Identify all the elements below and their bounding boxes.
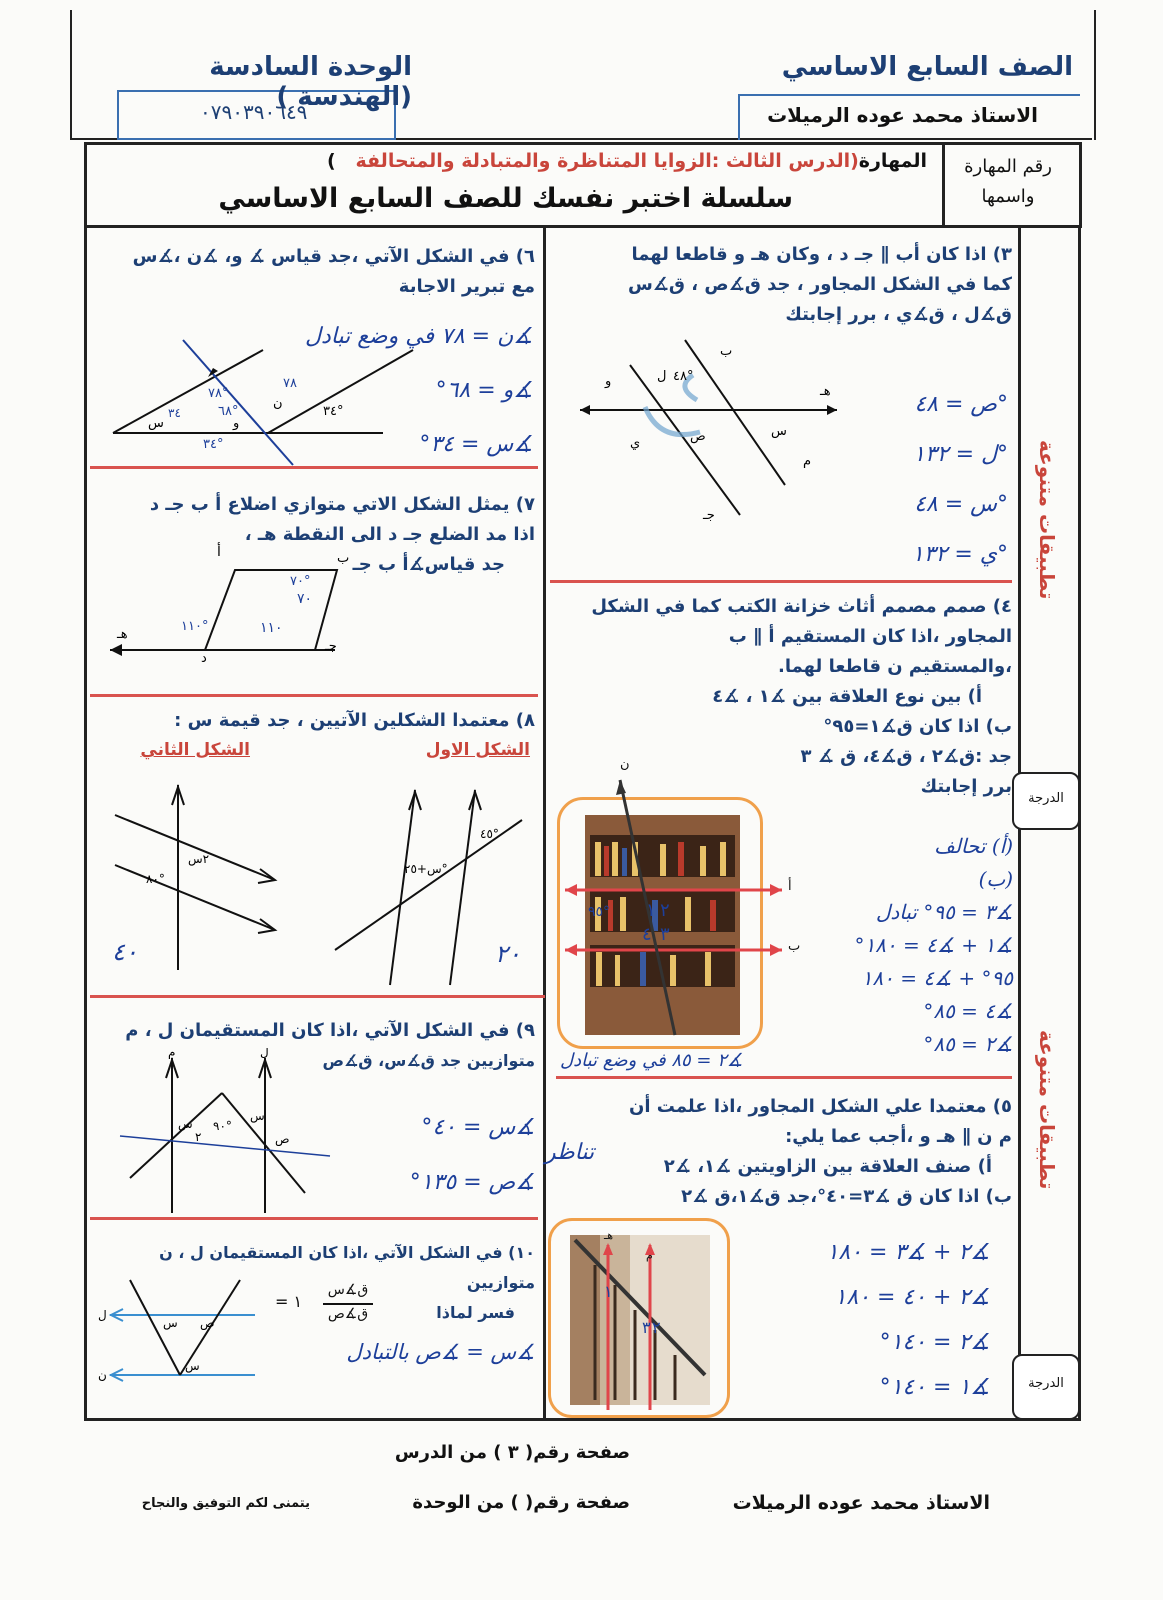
q4-part-c: جد :ق∡٢ ، ق∡٤، ق ∡ ٣ [800, 746, 1012, 767]
skill-suffix: ) [326, 150, 336, 172]
q3-line-1: ٣) اذا كان أب ∥ جـ د ، وكان هـ و قاطعا لهما [631, 244, 1012, 265]
svg-text:٤: ٤ [642, 924, 652, 945]
svg-text:ص: ص [690, 429, 706, 444]
svg-text:هـ: هـ [820, 384, 831, 399]
q5-answer-3: ∡٢ = ١٤٠° [879, 1330, 990, 1355]
q3-line-3: ق∡ل ، ق∡ي ، برر إجابتك [785, 304, 1012, 325]
footer-page-unit: صفحة رقم( ) من الوحدة [412, 1492, 630, 1513]
q6-answer-3: ∡س = ٣٤° [419, 432, 533, 457]
svg-text:ب: ب [788, 939, 800, 954]
q9-line-2: متوازيين جد ق∡س، ق∡ص [322, 1051, 535, 1070]
q9-answer-1: ∡س = ٤٠° [421, 1115, 535, 1140]
skill-number-label [946, 152, 1070, 212]
q7-line-3: جد قياس∡أ ب جـ [352, 554, 505, 575]
q6-answer-1: ∡ن = ٧٨ في وضع تبادل [304, 324, 533, 349]
svg-text:د: د [201, 651, 207, 665]
svg-text:س+٢٥°: س+٢٥° [404, 862, 448, 876]
phone-number: ٠٧٩٠٣٩٠٦٤٩ [200, 100, 308, 124]
q7-line-1: ٧) يمثل الشكل الاتي متوازي اضلاع أ ب جـ د [149, 494, 535, 515]
svg-text:٧٨: ٧٨ [283, 376, 297, 391]
svg-text:٢: ٢ [652, 1318, 661, 1337]
svg-text:و: و [233, 416, 240, 431]
q3-answer-2: ل = ١٣٢° [913, 442, 1008, 467]
svg-text:٩٠°: ٩٠° [213, 1119, 232, 1133]
svg-text:٢: ٢ [660, 900, 670, 921]
skill-number-label-1: رقم المهارة [964, 156, 1052, 177]
svg-text:١: ١ [646, 900, 656, 921]
svg-text:١١٠°: ١١٠° [181, 619, 209, 634]
svg-text:٧٠°: ٧٠° [290, 574, 311, 589]
q3-answer-4: ي = ١٣٢° [911, 542, 1008, 567]
svg-text:م: م [803, 454, 812, 469]
q10-line-2: فسر لماذا [436, 1303, 515, 1322]
q10-answer: ∡س = ∡ص بالتبادل [346, 1340, 535, 1364]
q6-answers [235, 310, 533, 472]
main-left-border [84, 228, 87, 1420]
svg-text:و: و [605, 374, 612, 389]
q7-figure [105, 540, 355, 665]
q5-answer-a: تناظر [545, 1140, 595, 1165]
main-bottom-border [84, 1418, 1081, 1421]
svg-text:م: م [646, 1249, 653, 1262]
q5-answers [740, 1230, 990, 1410]
q4-divider [556, 1076, 1012, 1079]
svg-text:ب: ب [720, 344, 733, 359]
svg-text:٩٥°: ٩٥° [588, 904, 611, 920]
svg-text:ل: ل [657, 369, 667, 384]
svg-text:٢س: ٢س [188, 852, 210, 866]
q3-text [560, 240, 1012, 330]
svg-text:س: س [163, 1316, 178, 1330]
q5-answer-4: ∡١ = ١٤٠° [879, 1375, 990, 1400]
q4-part-b: ب) اذا كان ق∡١=٩٥° [823, 716, 1012, 737]
sidebar-label-top: تطبيقات متنوعة [1035, 440, 1059, 600]
footer-wish: يتمنى لكم التوفيق والنجاح [141, 1496, 310, 1511]
series-title: سلسلة اختبر نفسك للصف السابع الاساسي [218, 183, 793, 214]
svg-text:هـ: هـ [604, 1229, 614, 1242]
svg-text:ص: ص [200, 1316, 215, 1330]
q8-answer-2: ٤٠ [112, 938, 138, 966]
grade-label-top: الدرجة [1028, 791, 1064, 806]
q4-line-3: ،والمستقيم ن قاطعا لهما. [778, 656, 1012, 677]
svg-text:س: س [185, 1359, 200, 1373]
q4-part-a: أ) بين نوع العلاقة بين ∡١ ، ∡٤ [712, 686, 982, 707]
svg-text:س: س [178, 1117, 193, 1131]
q8-answer-1: ٢٠ [495, 940, 521, 968]
q9-answer-2: ∡ص = ١٣٥° [409, 1170, 535, 1195]
svg-text:١١٠: ١١٠ [260, 620, 283, 636]
svg-text:هـ: هـ [117, 627, 128, 642]
q3-answer-1: ص = ٤٨° [914, 392, 1008, 417]
skill-name: (الدرس الثالث :الزوايا المتناظرة والمتبادلة والمتحالفة [355, 150, 859, 172]
q5-text [560, 1092, 1012, 1212]
q8-text: ٨) معتمدا الشكلين الآتيين ، جد قيمة س : [174, 710, 535, 731]
q7-divider [90, 694, 538, 697]
grade-label-bottom: الدرجة [1028, 1376, 1064, 1391]
svg-text:ي: ي [630, 436, 641, 451]
svg-text:جـ: جـ [703, 508, 715, 523]
q4-note: ∡٢ = ٨٥ في وضع تبادل [560, 1050, 744, 1071]
q5-part-a: أ) صنف العلاقة بين الزاويتين ∡١، ∡٢ [663, 1156, 992, 1177]
q9-divider [90, 1217, 538, 1220]
svg-text:٨٠°: ٨٠° [146, 872, 165, 886]
footer-page-lesson: صفحة رقم( ٣ ) من الدرس [394, 1442, 630, 1463]
q3-answers [858, 380, 1008, 580]
skill-number-divider [942, 142, 945, 228]
svg-text:جـ: جـ [325, 639, 337, 654]
svg-text:أ: أ [217, 544, 221, 560]
unit-title: الوحدة السادسة (الهندسة ) [209, 52, 412, 112]
q4-answer-3: ∡٣ = ٩٥° تبادل [875, 900, 1013, 924]
q9-line-1: ٩) في الشكل الآتي ،اذا كان المستقيمان ل ، م [125, 1020, 535, 1041]
svg-text:ن: ن [98, 1368, 107, 1382]
q9-figure [110, 1048, 340, 1218]
svg-text:٦٨°: ٦٨° [218, 404, 239, 419]
q5-answer-2: ∡٢ + ٤٠ = ١٨٠ [834, 1285, 990, 1310]
q3-divider [550, 580, 1012, 583]
stairs-figure [560, 1225, 720, 1415]
svg-text:٣٤: ٣٤ [168, 406, 181, 420]
footer-teacher: الاستاذ محمد عوده الرميلات [732, 1492, 990, 1514]
q4-answers [768, 830, 1013, 1061]
svg-text:س: س [771, 424, 787, 439]
q4-line-1: ٤) صمم مصمم أثاث خزانة الكتب كما في الشكل [591, 596, 1012, 617]
svg-text:ل: ل [98, 1308, 107, 1322]
svg-text:٣٤°: ٣٤° [323, 404, 344, 419]
q7-line-2: اذا مد الضلع جـ د الى النقطة هـ ، [244, 524, 535, 545]
q10-figure [95, 1275, 270, 1395]
q6-divider [90, 466, 538, 469]
q8-fig1-title: الشكل الاول [425, 740, 530, 760]
q6-answer-2: ∡و = ٦٨° [435, 378, 533, 403]
skill-number-label-2: واسمها [981, 186, 1035, 207]
grade-box-top [1012, 772, 1080, 830]
skill-prefix: المهارة [858, 150, 927, 172]
q5-line-1: ٥) معتمدا علي الشكل المجاور ،اذا علمت أن [628, 1096, 1012, 1117]
q4-answer-4: ∡١ + ∡٤ = ١٨٠° [854, 933, 1013, 957]
q6-text [95, 242, 535, 302]
svg-text:٧٨°: ٧٨° [208, 386, 229, 401]
svg-text:أ: أ [788, 879, 792, 894]
svg-text:٣: ٣ [642, 1318, 651, 1337]
skill-line [327, 150, 927, 172]
q4-answer-2: (ب) [978, 867, 1013, 891]
grade-title: الصف السابع الاساسي [781, 52, 1073, 82]
svg-text:٣٤°: ٣٤° [203, 437, 224, 452]
q4-answer-1: (أ) تحالف [934, 834, 1013, 858]
q9-answers [350, 1100, 535, 1210]
sidebar-label-bottom: تطبيقات متنوعة [1035, 1030, 1059, 1190]
svg-text:ص: ص [275, 1132, 290, 1146]
q4-answer-7: ∡٢ = ٨٥° [923, 1032, 1013, 1056]
q4-part-d: برر إجابتك [920, 776, 1012, 797]
svg-text:١: ١ [604, 1282, 613, 1301]
svg-text:٣: ٣ [660, 924, 670, 945]
q10-ratio-value: = ١ [275, 1292, 303, 1311]
bookshelf-figure [560, 750, 800, 1050]
svg-text:ب: ب [337, 551, 350, 566]
svg-text:س: س [148, 416, 164, 431]
q10-ratio-bar [323, 1303, 373, 1305]
q4-answer-6: ∡٤ = ٨٥° [923, 999, 1013, 1023]
svg-text:م: م [168, 1048, 176, 1059]
q3-line-2: كما في الشكل المجاور ، جد ق∡ص ، ق∡س [627, 274, 1012, 295]
svg-text:ل: ل [260, 1048, 269, 1059]
q10-line-1: ١٠) في الشكل الآتي ،اذا كان المستقيمان ل ، ن متوازيين [159, 1243, 535, 1292]
svg-text:ن: ن [273, 396, 283, 411]
q6-line-2: مع تبرير الاجابة [398, 276, 535, 297]
svg-text:٧٠: ٧٠ [297, 591, 313, 607]
q10-ratio-denominator: ق∡ص [327, 1306, 369, 1322]
svg-text:٤٥°: ٤٥° [480, 827, 499, 841]
q3-answer-3: س = ٤٨° [914, 492, 1008, 517]
grade-box-bottom [1012, 1354, 1080, 1420]
svg-text:ن: ن [620, 757, 630, 772]
q5-line-2: م ن ∥ هـ و ،أجب عما يلي: [785, 1126, 1012, 1147]
q10-ratio-numerator: ق∡س [327, 1282, 369, 1298]
q4-answer-5: ٩٥° + ∡٤ = ١٨٠ [861, 966, 1013, 990]
main-mid-border [543, 228, 546, 1420]
q6-line-1: ٦) في الشكل الآتي ،جد قياس ∡ و، ∡ن ،∡س [132, 246, 535, 267]
teacher-name: الاستاذ محمد عوده الرميلات [767, 103, 1038, 127]
q3-fig-angle: ٤٨° [673, 369, 694, 384]
q8-fig2-title: الشكل الثاني [140, 740, 250, 760]
q3-figure [575, 335, 845, 525]
svg-text:س: س [250, 1109, 265, 1123]
q5-answer-1: ∡٢ + ∡٣ = ١٨٠ [826, 1240, 990, 1265]
q5-part-b: ب) اذا كان ق ∡٣=٤٠°،جد ق∡١،ق ∡٢ [681, 1186, 1012, 1207]
q4-line-2: المجاور ،اذا كان المستقيم أ ∥ ب [728, 626, 1012, 647]
svg-text:٢: ٢ [195, 1130, 202, 1144]
q8-divider [90, 995, 545, 998]
